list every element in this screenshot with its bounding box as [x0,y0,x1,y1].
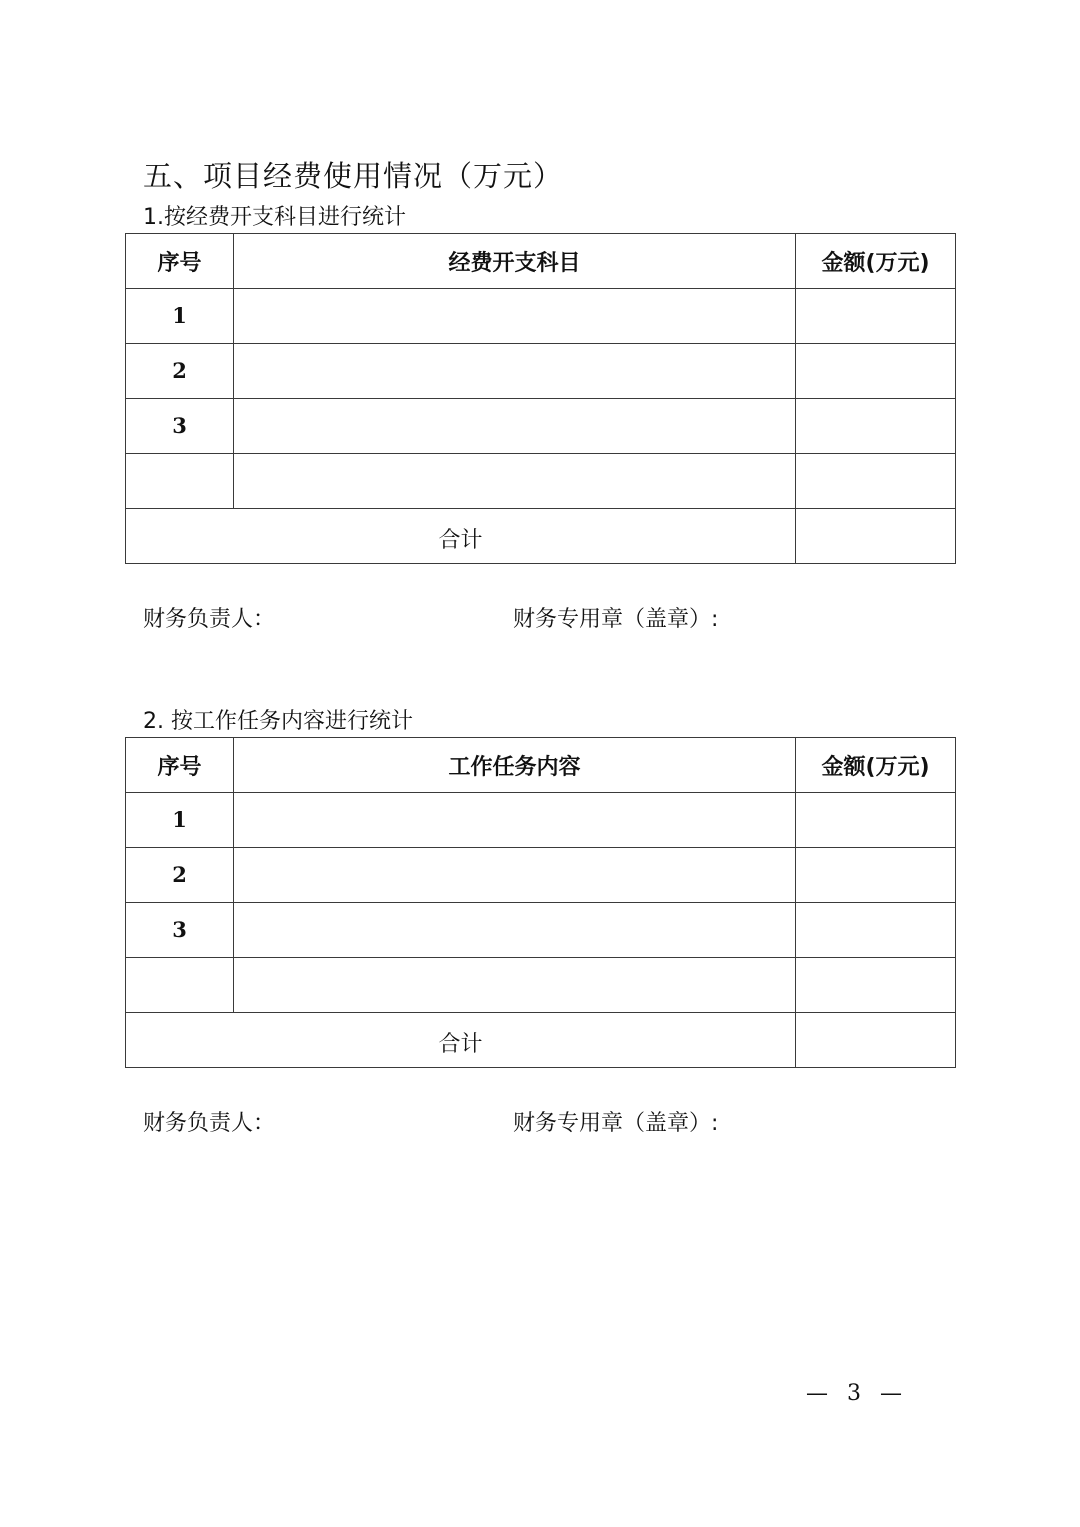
row-number-cell [126,848,234,903]
header-amount: 金额(万元) [796,234,956,289]
table-row [126,958,956,1013]
table2-subtitle: 2. 按工作任务内容进行统计 [143,709,413,734]
table-row [126,793,956,848]
row-number: 1 [172,302,187,328]
finance-seal-label: 财务专用章（盖章）: [513,607,719,632]
task-content-cell[interactable] [234,903,796,958]
row-number-cell [126,793,234,848]
amount-cell[interactable] [796,848,956,903]
total-label: 合计 [438,527,483,553]
table-row [126,848,956,903]
finance-head-label: 财务负责人： [143,1111,276,1136]
amount-cell[interactable] [796,454,956,509]
task-content-cell[interactable] [234,958,796,1013]
row-number-cell [126,344,234,399]
row-number-cell [126,958,234,1013]
total-amount-cell[interactable] [796,509,956,564]
expense-category-cell[interactable] [234,344,796,399]
amount-cell[interactable] [796,399,956,454]
total-row [126,509,956,564]
expense-category-cell[interactable] [234,399,796,454]
table-row [126,289,956,344]
amount-cell[interactable] [796,344,956,399]
header-serial-no: 序号 [126,738,234,793]
total-label: 合计 [438,1031,483,1057]
table-header-row [126,234,956,289]
table-row [126,344,956,399]
row-number: 2 [172,357,187,383]
header-amount: 金额(万元) [796,738,956,793]
finance-head-label: 财务负责人： [143,607,276,632]
task-content-cell[interactable] [234,793,796,848]
table-row [126,399,956,454]
expense-category-cell[interactable] [234,454,796,509]
table-row [126,454,956,509]
table-row [126,903,956,958]
header-expense-category: 经费开支科目 [234,234,796,289]
row-number-cell [126,289,234,344]
header-serial-no: 序号 [126,234,234,289]
row-number: 1 [172,806,187,832]
row-number-cell [126,454,234,509]
amount-cell[interactable] [796,958,956,1013]
row-number-cell [126,399,234,454]
task-content-cell[interactable] [234,848,796,903]
total-label-cell [126,1013,796,1068]
row-number: 3 [172,412,187,438]
row-number: 3 [172,916,187,942]
expense-by-category-table [125,233,956,564]
row-number: 2 [172,861,187,887]
header-task-content: 工作任务内容 [234,738,796,793]
section-title: 五、项目经费使用情况（万元） [143,159,564,193]
table1-subtitle: 1.按经费开支科目进行统计 [143,205,406,230]
amount-cell[interactable] [796,289,956,344]
table-header-row [126,738,956,793]
amount-cell[interactable] [796,903,956,958]
expense-category-cell[interactable] [234,289,796,344]
total-label-cell [126,509,796,564]
total-row [126,1013,956,1068]
amount-cell[interactable] [796,793,956,848]
row-number-cell [126,903,234,958]
expense-by-task-table [125,737,956,1068]
total-amount-cell[interactable] [796,1013,956,1068]
page-number: — 3 — [806,1381,908,1406]
finance-seal-label: 财务专用章（盖章）: [513,1111,719,1136]
